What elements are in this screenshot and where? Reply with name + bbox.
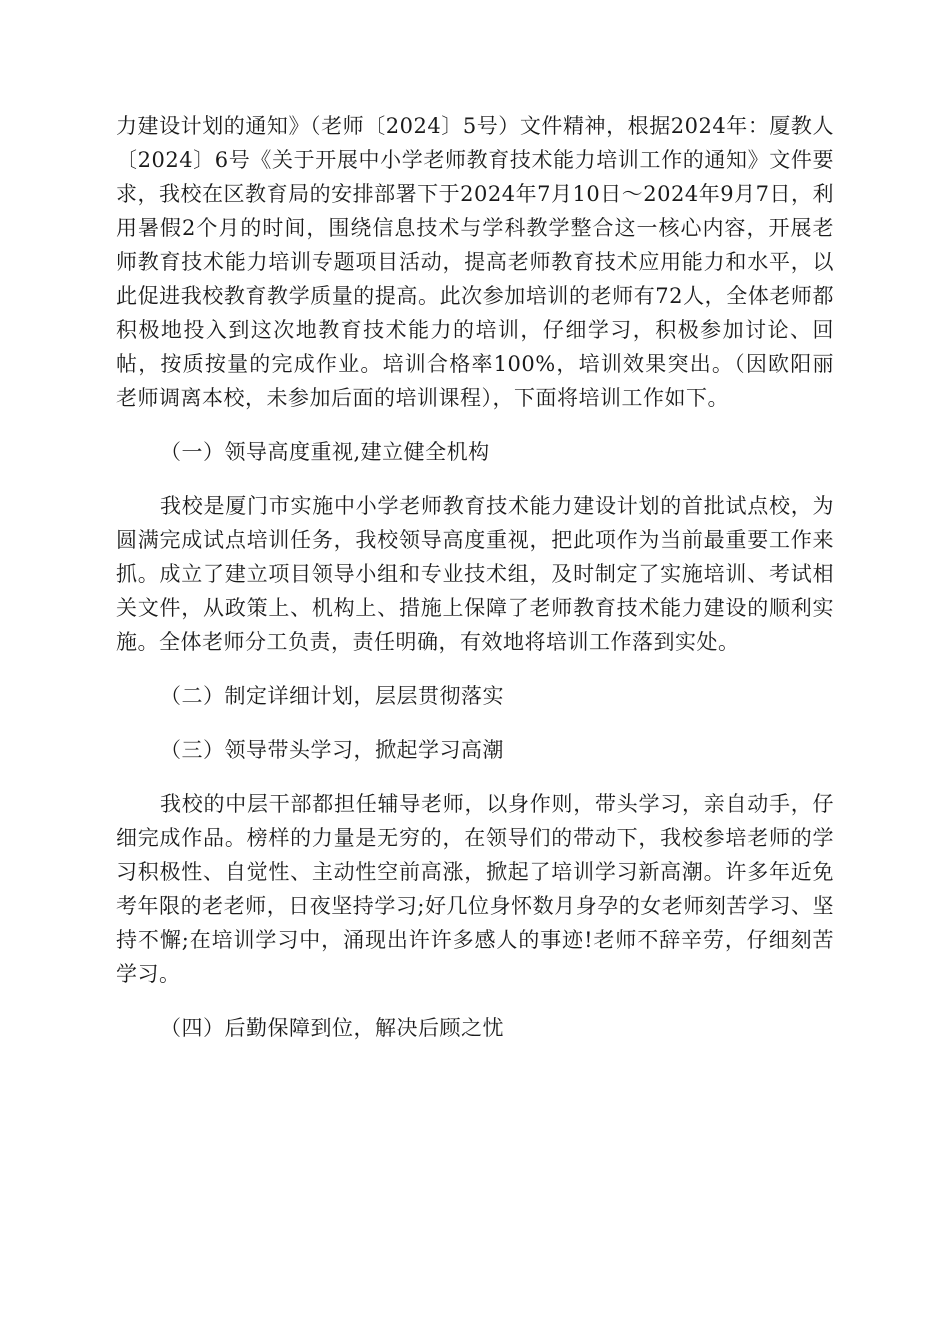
section-heading-4: （四）后勤保障到位，解决后顾之忧	[160, 1016, 504, 1040]
section-body-1: 我校是厦门市实施中小学老师教育技术能力建设计划的首批试点校，为圆满完成试点培训任务，我校领导高度重视，把此项作为当前最重要工作来抓。成立了建立项目领导小组和专业技术组，及时制定了实施培训、考试相关文件，从政策上、机构上、措施上保障了老师教育技术能力建设的顺利实施。全体老师分工负责，责任明确，有效地将培训工作落到实处。	[116, 494, 834, 654]
section-body-3: 我校的中层干部都担任辅导老师，以身作则，带头学习，亲自动手，仔细完成作品。榜样的力量是无穷的，在领导们的带动下，我校参培老师的学习积极性、自觉性、主动性空前高涨，掀起了培训学习新高潮。许多年近免考年限的老老师，日夜坚持学习;好几位身怀数月身孕的女老师刻苦学习、坚持不懈;在培训学习中，涌现出许许多感人的事迹!老师不辞辛劳，仔细刻苦学习。	[116, 792, 834, 986]
section-heading-3: （三）领导带头学习，掀起学习高潮	[160, 738, 504, 762]
section-heading-1: （一）领导高度重视,建立健全机构	[160, 440, 490, 464]
document-page	[116, 109, 834, 1065]
section-heading-2: （二）制定详细计划，层层贯彻落实	[160, 684, 504, 708]
intro-paragraph: 力建设计划的通知》（老师〔2024〕5号）文件精神，根据2024年：厦教人〔2024〕6号《关于开展中小学老师教育技术能力培训工作的通知》文件要求，我校在区教育局的安排部署下于2024年7月10日～2024年9月7日，利用暑假2个月的时间，围绕信息技术与学科教学整合这一核心内容，开展老师教育技术能力培训专题项目活动，提高老师教育技术应用能力和水平，以此促进我校教育教学质量的提高。此次参加培训的老师有72人，全体老师都积极地投入到这次地教育技术能力的培训，仔细学习，积极参加讨论、回帖，按质按量的完成作业。培训合格率100%，培训效果突出。（因欧阳丽老师调离本校，未参加后面的培训课程），下面将培训工作如下。	[116, 114, 834, 410]
